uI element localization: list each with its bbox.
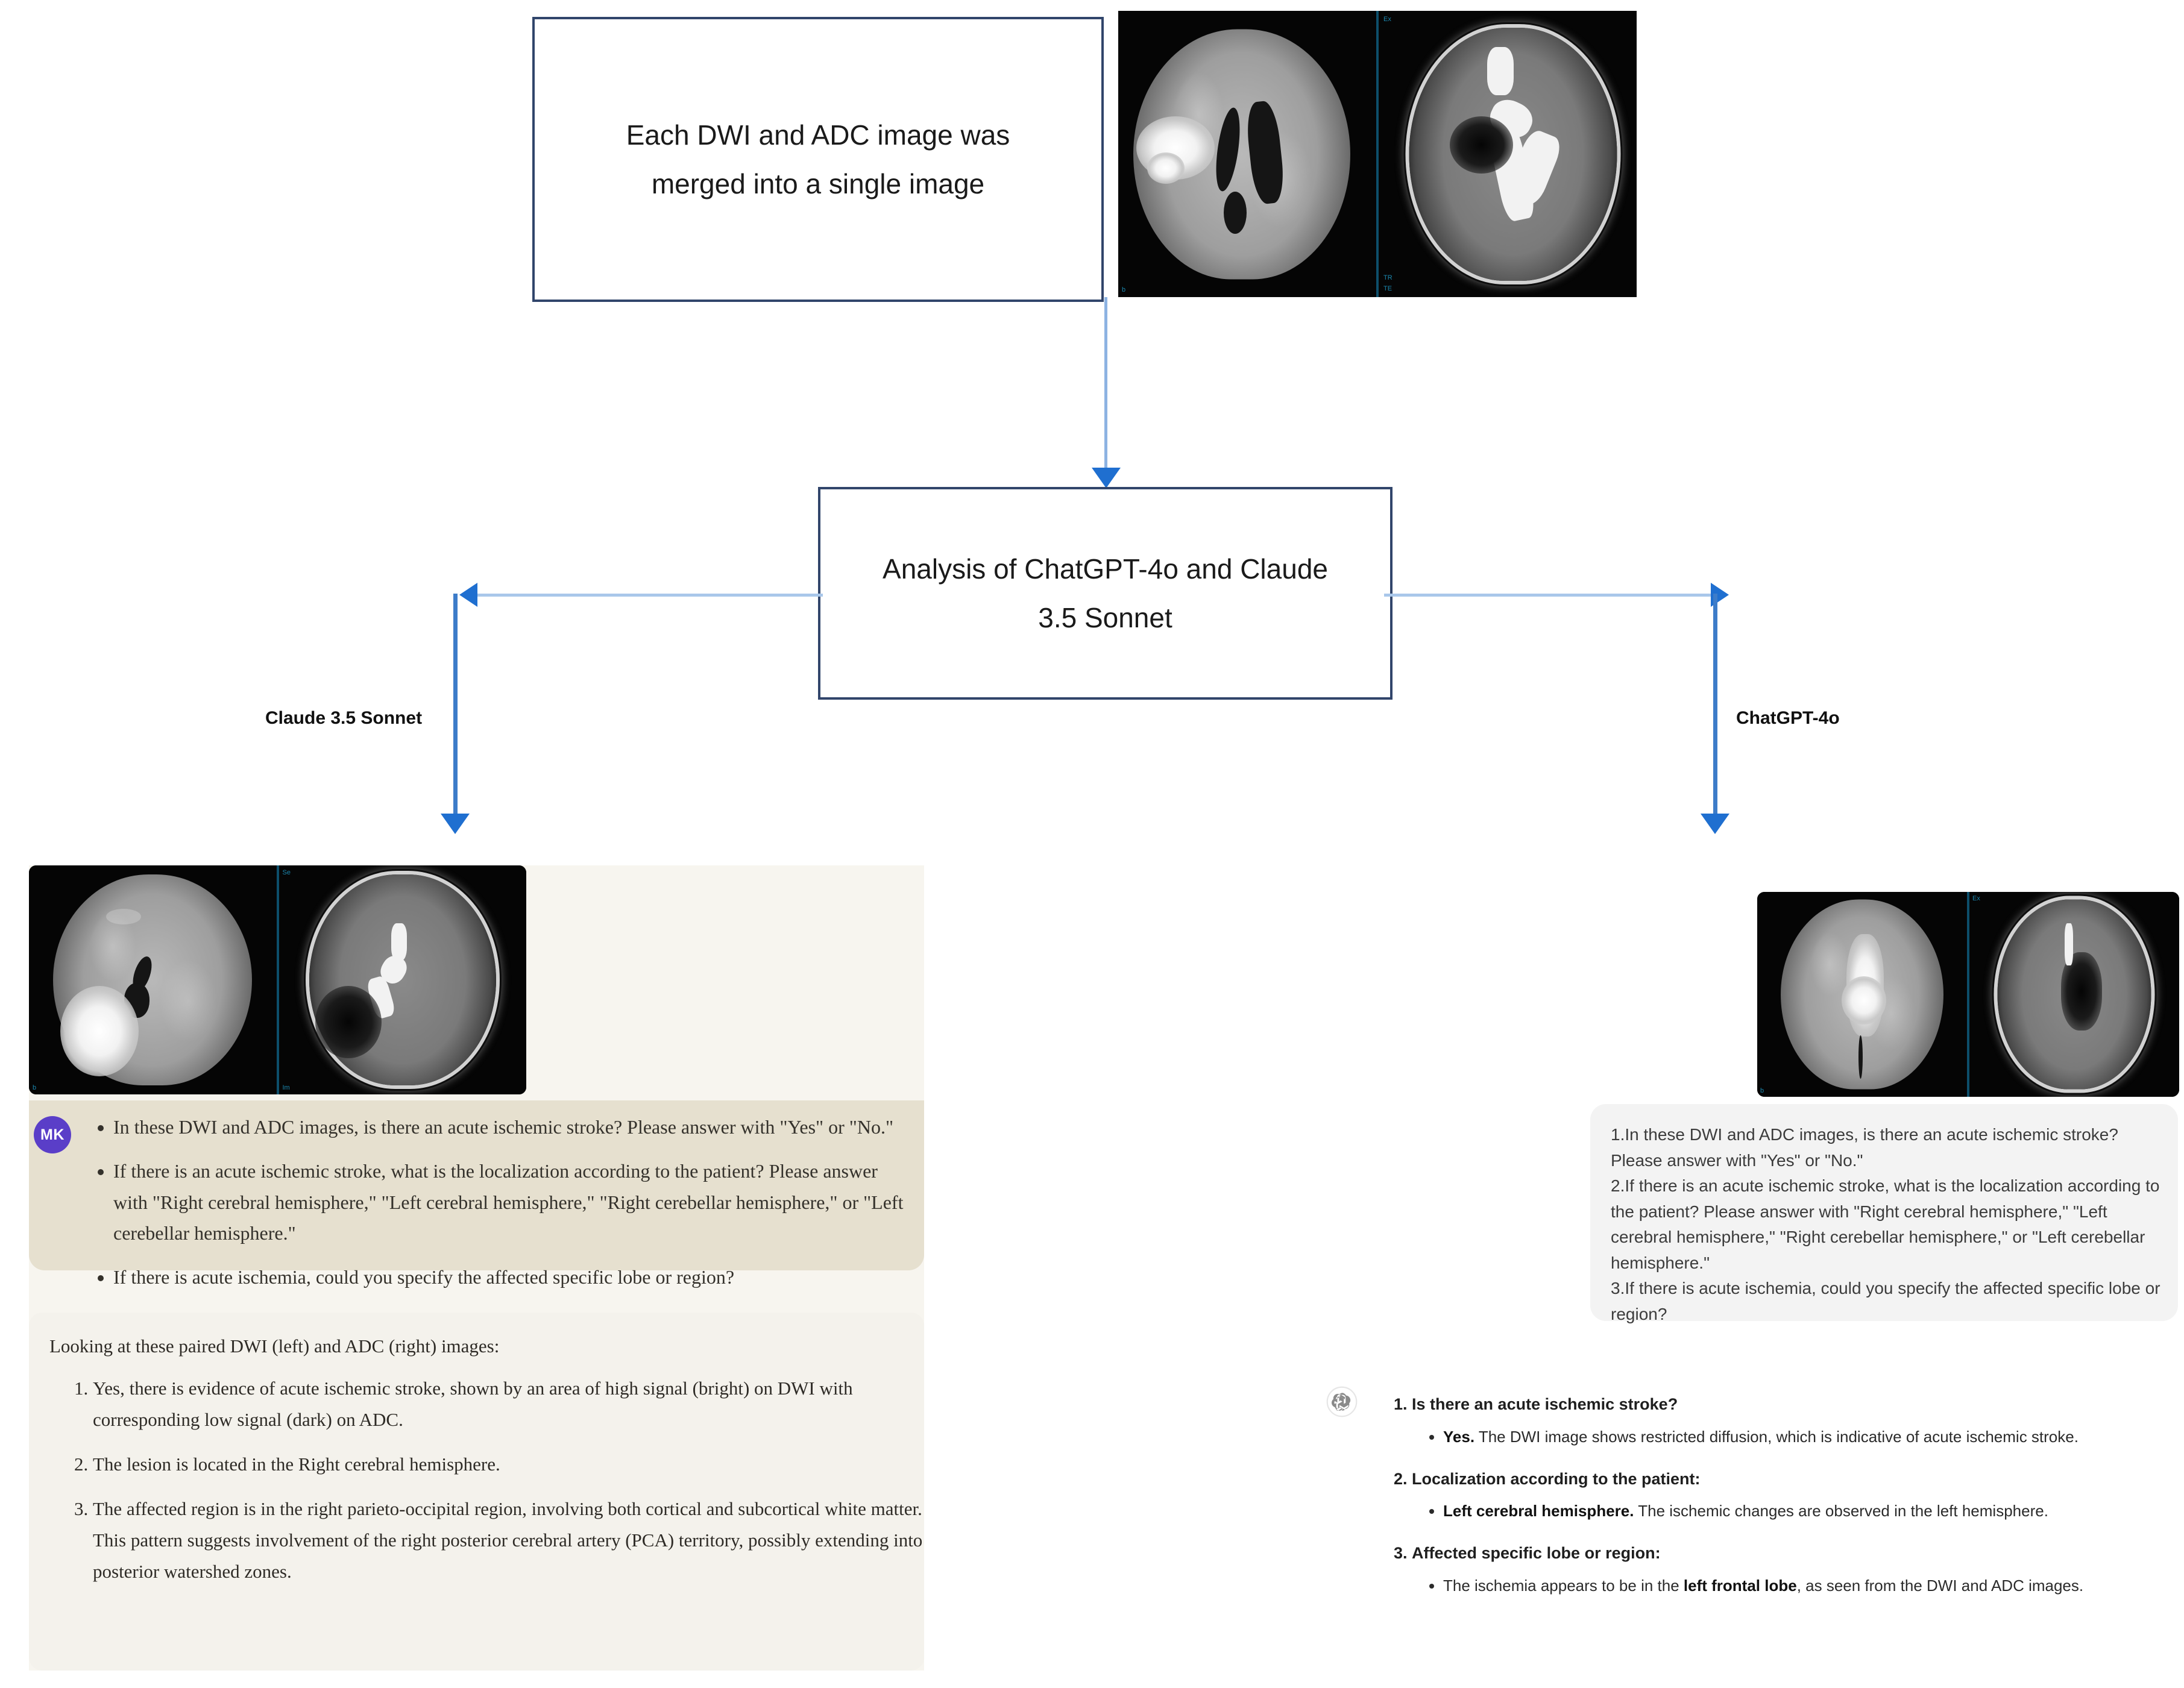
branch-label-chatgpt: ChatGPT-4o bbox=[1736, 708, 1840, 728]
dwi-lesion-highlight bbox=[60, 986, 139, 1076]
chatgpt-question-text bbox=[1611, 1122, 2165, 1327]
analysis-step-box bbox=[818, 487, 1393, 700]
list-item: • In these DWI and ADC images, is there an acute ischemic stroke? Please answer with "Yes" or "No." bbox=[113, 1112, 915, 1143]
top-adc-half bbox=[1379, 11, 1637, 297]
connector-line-left bbox=[470, 594, 823, 597]
answer-bold: Left cerebral hemisphere. bbox=[1443, 1502, 1634, 1520]
ventricle bbox=[1224, 192, 1247, 234]
answer-sublist bbox=[1412, 1425, 2182, 1449]
branch-label-claude: Claude 3.5 Sonnet bbox=[265, 708, 423, 728]
dwi-lesion-highlight bbox=[1147, 152, 1185, 184]
list-item bbox=[1443, 1425, 2182, 1449]
answer-rest: , as seen from the DWI and ADC images. bbox=[1796, 1576, 2084, 1595]
scan-tag: TE bbox=[1383, 285, 1393, 292]
bright-ventricle bbox=[2065, 923, 2073, 965]
answer-bold: Yes. bbox=[1443, 1427, 1475, 1446]
arrow-down-to-chatgpt bbox=[1701, 814, 1729, 834]
arrow-down-to-analysis bbox=[1092, 468, 1121, 488]
bright-ventricle bbox=[391, 923, 407, 961]
answer-sublist bbox=[1412, 1499, 2182, 1523]
gpt-adc-half bbox=[1969, 892, 2179, 1097]
list-item: 1. Yes, there is evidence of acute ischemic stroke, shown by an area of high signal (bright) on DWI with corresponding low signal (dark) on ADC. bbox=[93, 1373, 925, 1435]
arrow-left-branch bbox=[459, 583, 477, 607]
answer-pre: The ischemia appears to be in the bbox=[1443, 1576, 1684, 1595]
chatgpt-answer bbox=[1380, 1392, 2182, 1616]
answer-heading: Localization according to the patient: bbox=[1412, 1469, 1701, 1488]
chatgpt-answer-list bbox=[1380, 1392, 2182, 1598]
merge-step-box bbox=[532, 17, 1104, 302]
scan-tag: Im bbox=[282, 1084, 290, 1091]
question-line: 3.If there is acute ischemia, could you specify the affected specific lobe or region? bbox=[1611, 1279, 2160, 1323]
list-item bbox=[1443, 1574, 2182, 1598]
arrow-down-to-claude bbox=[441, 814, 470, 834]
adc-dark-lesion bbox=[1450, 116, 1513, 174]
connector-line-right bbox=[1384, 594, 1722, 597]
answer-rest: The DWI image shows restricted diffusion, which is indicative of acute ischemic stroke. bbox=[1474, 1427, 2079, 1446]
claude-dwi-half bbox=[29, 865, 277, 1094]
scan-tag: TR bbox=[1383, 274, 1393, 281]
merge-step-text: Each DWI and ADC image was merged into a single image bbox=[626, 119, 1010, 199]
chatgpt-dwi-adc-image bbox=[1757, 892, 2179, 1097]
scan-tag: b bbox=[1760, 1087, 1764, 1094]
list-item: 2. The lesion is located in the Right cerebral hemisphere. bbox=[93, 1449, 925, 1480]
scan-tag: b bbox=[33, 1084, 37, 1091]
answer-bold: left frontal lobe bbox=[1683, 1576, 1797, 1595]
scan-tag: Ex bbox=[1972, 895, 1980, 902]
connector-line-chatgpt bbox=[1713, 594, 1717, 820]
list-item: • If there is an acute ischemic stroke, what is the localization according to the patient? Please answer with "Right cerebral hemisphere," "Left cerebral hemisphere," "Right cerebellar hemisphere," or "Left cerebellar hemisphere." bbox=[113, 1156, 915, 1249]
connector-line-top bbox=[1104, 297, 1107, 478]
answer-heading: Affected specific lobe or region: bbox=[1412, 1544, 1661, 1562]
list-item bbox=[1412, 1541, 2182, 1598]
scan-tag: b bbox=[1122, 286, 1126, 293]
claude-adc-half bbox=[279, 865, 527, 1094]
openai-logo-icon bbox=[1326, 1386, 1358, 1417]
avatar-initials: MK bbox=[40, 1126, 65, 1143]
list-item: • If there is acute ischemia, could you specify the affected specific lobe or region? bbox=[113, 1262, 915, 1293]
analysis-step-text: Analysis of ChatGPT-4o and Claude 3.5 Sonnet bbox=[883, 553, 1328, 633]
gpt-dwi-half bbox=[1757, 892, 1967, 1097]
top-dwi-half bbox=[1118, 11, 1376, 297]
adc-dark-lesion bbox=[315, 986, 382, 1058]
claude-question-list bbox=[90, 1112, 915, 1306]
question-line: 1.In these DWI and ADC images, is there an acute ischemic stroke? Please answer with "Yes" or "No." bbox=[1611, 1125, 2118, 1170]
answer-rest: The ischemic changes are observed in the left hemisphere. bbox=[1634, 1502, 2048, 1520]
list-item bbox=[1443, 1499, 2182, 1523]
top-dwi-adc-image bbox=[1118, 11, 1637, 297]
question-line: 2.If there is an acute ischemic stroke, what is the localization according to the patient? Please answer with "Right cerebral hemisphere," "Left cerebral hemisphere," "Right cerebellar hemisphere," or "Left cerebellar hemisphere." bbox=[1611, 1176, 2160, 1272]
list-item bbox=[1412, 1467, 2182, 1523]
list-item: 3. The affected region is in the right parieto-occipital region, involving both cortical and subcortical white matter. This pattern suggests involvement of the right posterior cerebral artery (PCA) territory, possibly extending into posterior watershed zones. bbox=[93, 1493, 925, 1587]
avatar bbox=[34, 1116, 71, 1153]
claude-answer-intro: Looking at these paired DWI (left) and ADC (right) images: bbox=[49, 1335, 500, 1357]
midline bbox=[1858, 1035, 1863, 1079]
bright-ventricle bbox=[1487, 47, 1514, 95]
answer-heading: Is there an acute ischemic stroke? bbox=[1412, 1395, 1678, 1413]
scan-tag: Ex bbox=[1383, 16, 1391, 23]
answer-sublist bbox=[1412, 1574, 2182, 1598]
dwi-lesion-highlight bbox=[1842, 976, 1886, 1024]
sulcus bbox=[106, 909, 141, 924]
list-item bbox=[1412, 1392, 2182, 1449]
claude-answer-list bbox=[66, 1373, 925, 1601]
connector-line-claude bbox=[453, 594, 458, 820]
scan-tag: Se bbox=[282, 869, 291, 876]
claude-dwi-adc-image bbox=[29, 865, 526, 1094]
